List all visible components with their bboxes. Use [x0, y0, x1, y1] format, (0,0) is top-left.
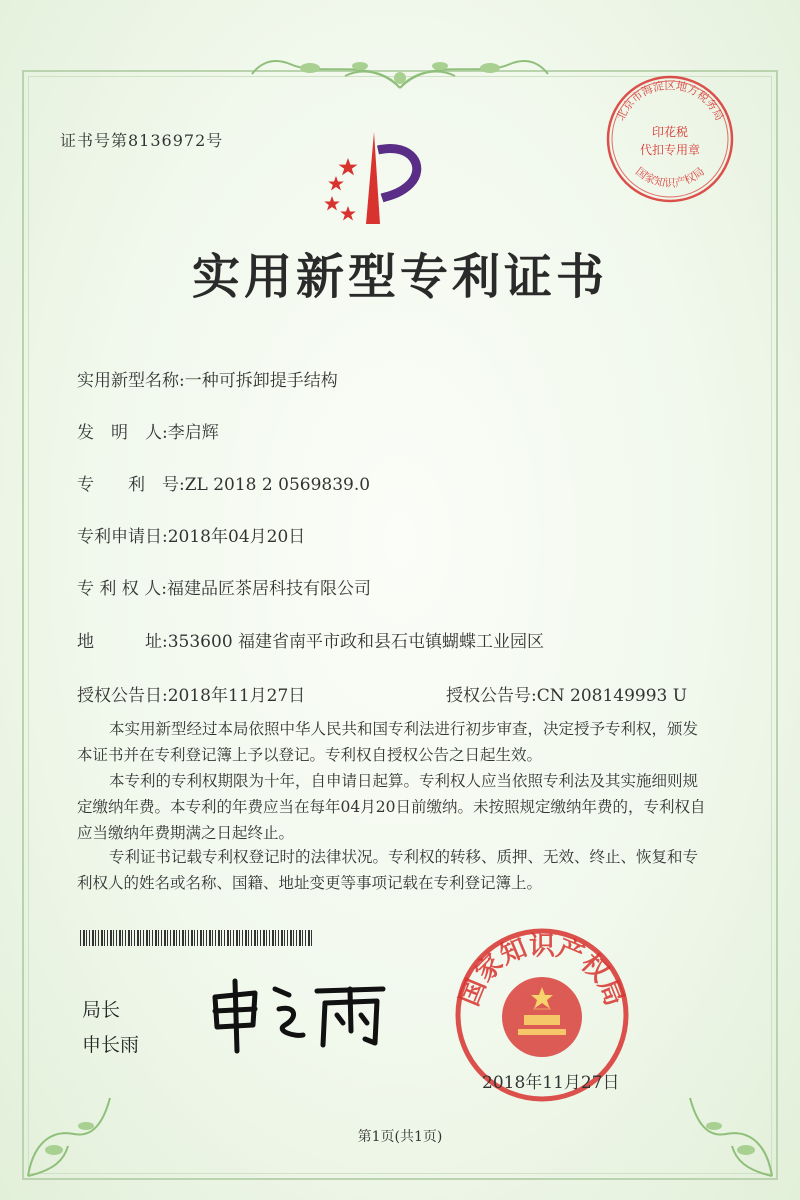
director-title: 局长 — [82, 999, 121, 1021]
grant-date-value: 2018年11月27日 — [167, 686, 306, 706]
director-signature-icon — [205, 975, 395, 1055]
filing-date-label: 专利申请日: — [77, 527, 168, 547]
tax-stamp-bottom-text: 国家知识产权局 — [633, 164, 707, 190]
inventor-row — [77, 418, 219, 443]
body-paragraph-1: 本实用新型经过本局依照中华人民共和国专利法进行初步审查，决定授予专利权，颁发本证书并在专利登记簿上予以登记。专利权自授权公告之日起生效。 — [77, 720, 699, 764]
name-value: 一种可拆卸提手结构 — [184, 371, 338, 391]
svg-text:国家知识产权局 — [633, 165, 707, 190]
barcode — [80, 930, 312, 946]
address-value: 353600 福建省南平市政和县石屯镇蝴蝶工业园区 — [167, 632, 545, 652]
name-row — [77, 366, 338, 391]
address-label: 地 址: — [77, 632, 168, 652]
holder-row — [77, 574, 371, 599]
body-paragraph-3: 专利证书记载专利权登记时的法律状况。专利权的转移、质押、无效、终止、恢复和专利权人的姓名或名称、国籍、地址变更等事项记载在专利登记簿上。 — [77, 848, 699, 892]
body-paragraph-2: 本专利的专利权期限为十年，自申请日起算。专利权人应当依照专利法及其实施细则规定缴纳年费。本专利的年费应当在每年04月20日前缴纳。未按照规定缴纳年费的，专利权自应当缴纳年费期满之日起终止。 — [77, 772, 706, 842]
seal-text: 国家知识产权局 — [454, 931, 630, 1011]
filing-date-value: 2018年04月20日 — [167, 527, 306, 547]
grant-number-value: CN 208149993 U — [536, 686, 688, 706]
page-number: 第1页(共1页) — [357, 1129, 443, 1145]
grant-number-label: 授权公告号: — [446, 686, 537, 706]
tax-stamp-icon — [603, 72, 737, 206]
certificate-title: 实用新型专利证书 — [191, 249, 608, 305]
seal-date: 2018年11月27日 — [482, 1073, 620, 1093]
tax-stamp-line2: 代扣专用章 — [639, 143, 701, 157]
inventor-value: 李启辉 — [167, 423, 219, 443]
holder-label: 专 利 权 人: — [77, 579, 167, 599]
grant-date-label: 授权公告日: — [77, 686, 168, 706]
tax-stamp-line1: 印花税 — [651, 125, 689, 139]
grant-number-row — [446, 681, 687, 706]
svg-text:北京市海淀区地方税务局 — [614, 78, 726, 122]
top-ornament-icon — [250, 48, 550, 92]
patent-number-value: ZL 2018 2 0569839.0 — [184, 475, 371, 495]
holder-value: 福建品匠茶居科技有限公司 — [166, 579, 371, 599]
filing-date-row — [77, 522, 305, 547]
patent-number-row — [77, 470, 370, 495]
director-name: 申长雨 — [82, 1034, 140, 1056]
tax-stamp-outer-text: 北京市海淀区地方税务局 — [613, 78, 727, 123]
certificate-number: 证书号第8136972号 — [60, 131, 224, 150]
patent-number-label: 专 利 号: — [77, 475, 185, 495]
address-row — [77, 627, 544, 652]
cnipa-logo-icon — [318, 128, 438, 228]
inventor-label: 发 明 人: — [77, 423, 168, 443]
name-label: 实用新型名称: — [77, 371, 185, 391]
grant-date-row — [77, 681, 305, 706]
